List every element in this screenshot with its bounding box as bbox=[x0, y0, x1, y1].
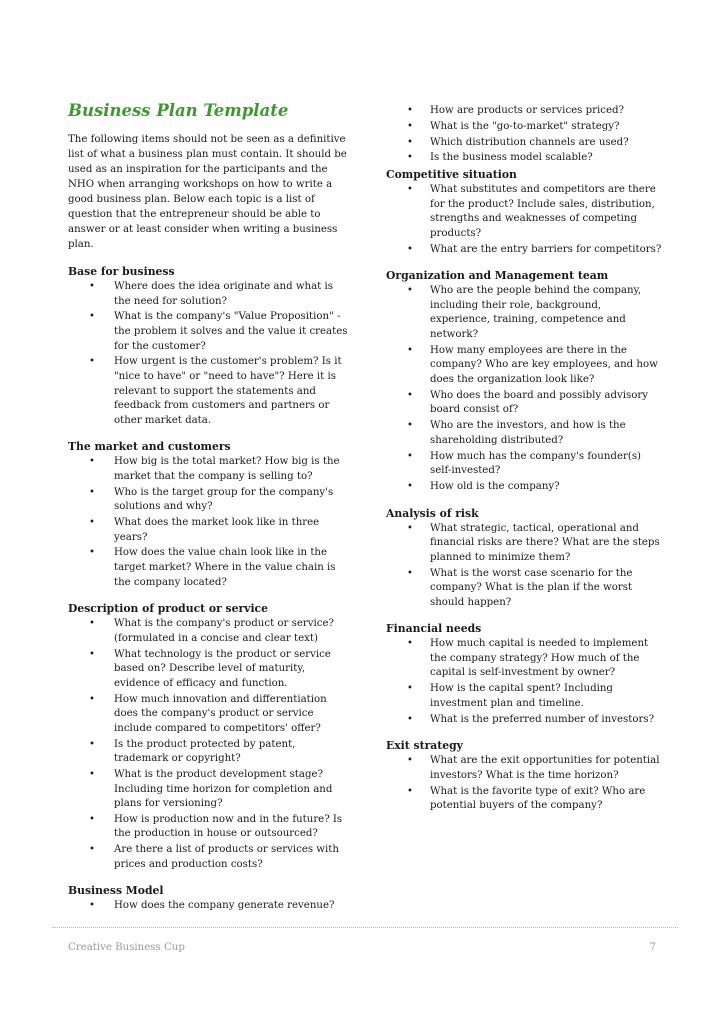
bullet-icon: • bbox=[89, 456, 95, 468]
list-item-text: Who are the people behind the company, including their role, background, experience, training, competence and network? bbox=[430, 285, 642, 341]
bullet-icon: • bbox=[89, 648, 95, 660]
bullet-icon: • bbox=[89, 844, 95, 856]
list-item bbox=[386, 243, 664, 258]
list-item-text: How old is the company? bbox=[430, 480, 560, 492]
intro-paragraph: The following items should not be seen as a definitive list of what a business plan must contain. It should be used as an inspiration for the participants and the NHO when arranging workshops on how to write a good business plan. Below each topic is a list of question that the entrepreneur should be able to answer or at least consider when writing a business plan. bbox=[68, 134, 347, 250]
list-item bbox=[386, 713, 664, 728]
list-item bbox=[68, 617, 348, 646]
list-item bbox=[386, 183, 664, 241]
list-item-text: Is the business model scalable? bbox=[430, 152, 593, 164]
section bbox=[68, 601, 348, 872]
list-item bbox=[68, 648, 348, 692]
list-item-text: How urgent is the customer's problem? Is it "nice to have" or "need to have"? Here it is relevant to support the statements and feedback from customers and partners or other market data. bbox=[114, 356, 342, 426]
list-item bbox=[68, 546, 348, 590]
bullet-icon: • bbox=[89, 547, 95, 559]
section-list bbox=[68, 455, 348, 590]
list-item-text: What does the market look like in three years? bbox=[114, 517, 320, 543]
list-item bbox=[386, 120, 664, 135]
bullet-icon: • bbox=[407, 285, 413, 297]
section bbox=[386, 738, 664, 814]
bullet-icon: • bbox=[407, 243, 413, 255]
bullet-icon: • bbox=[407, 480, 413, 492]
list-item-text: How big is the total market? How big is the market that the company is selling to? bbox=[114, 456, 340, 482]
section-list bbox=[68, 617, 348, 872]
footer-title: Creative Business Cup bbox=[68, 942, 185, 953]
list-item bbox=[386, 754, 664, 783]
list-item bbox=[68, 516, 348, 545]
section bbox=[386, 268, 664, 494]
list-item-text: How is the capital spent? Including investment plan and timeline. bbox=[430, 683, 613, 709]
bullet-icon: • bbox=[89, 356, 95, 368]
bullet-icon: • bbox=[407, 136, 413, 148]
bullet-icon: • bbox=[89, 486, 95, 498]
list-item bbox=[68, 455, 348, 484]
list-item-text: What is the preferred number of investors? bbox=[430, 713, 655, 725]
bullet-icon: • bbox=[407, 389, 413, 401]
bullet-icon: • bbox=[407, 755, 413, 767]
bullet-icon: • bbox=[89, 738, 95, 750]
page-number: 7 bbox=[649, 942, 656, 953]
list-item bbox=[68, 899, 348, 914]
bullet-icon: • bbox=[89, 813, 95, 825]
list-item-text: What is the company's product or service? (formulated in a concise and clear text) bbox=[114, 618, 334, 644]
business-model-continued-list bbox=[386, 104, 664, 166]
page-title: Business Plan Template bbox=[68, 101, 289, 120]
list-item-text: How does the company generate revenue? bbox=[114, 900, 335, 912]
bullet-icon: • bbox=[407, 638, 413, 650]
section-list bbox=[386, 183, 664, 257]
list-item-text: How much innovation and differentiation does the company's product or service include compared to competitors' offer? bbox=[114, 693, 327, 734]
section-list bbox=[386, 637, 664, 727]
list-item-text: What technology is the product or service based on? Describe level of maturity, evidence of efficacy and function. bbox=[114, 648, 331, 689]
list-item bbox=[386, 567, 664, 611]
section-heading: Exit strategy bbox=[386, 739, 463, 753]
list-item bbox=[68, 280, 348, 309]
list-item-text: How much capital is needed to implement the company strategy? How much of the capital is self-investment by owner? bbox=[430, 638, 649, 679]
list-item bbox=[68, 843, 348, 872]
list-item-text: How many employees are there in the company? Who are key employees, and how does the organization look like? bbox=[430, 344, 658, 386]
list-item-text: How are products or services priced? bbox=[430, 105, 625, 116]
section bbox=[386, 167, 664, 257]
right-sections bbox=[386, 167, 664, 814]
bullet-icon: • bbox=[407, 785, 413, 797]
bullet-icon: • bbox=[407, 683, 413, 695]
list-item bbox=[386, 104, 664, 119]
list-item bbox=[386, 284, 664, 342]
footer-divider bbox=[52, 927, 678, 928]
list-item-text: Who are the investors, and how is the shareholding distributed? bbox=[430, 420, 626, 446]
left-column bbox=[68, 100, 348, 925]
section-heading: Organization and Management team bbox=[386, 269, 609, 283]
bullet-icon: • bbox=[89, 517, 95, 529]
list-item-text: How does the value chain look like in the target market? Where in the value chain is the company located? bbox=[114, 547, 336, 588]
bullet-icon: • bbox=[407, 344, 413, 356]
list-item bbox=[386, 682, 664, 711]
bullet-icon: • bbox=[407, 152, 413, 164]
list-item bbox=[386, 785, 664, 814]
list-item-text: What is the "go-to-market" strategy? bbox=[430, 120, 620, 132]
section-list bbox=[68, 280, 348, 428]
section-heading: Description of product or service bbox=[68, 602, 268, 616]
section-list bbox=[68, 899, 348, 914]
list-item-text: Where does the idea originate and what is the need for solution? bbox=[114, 281, 333, 307]
list-item bbox=[68, 355, 348, 428]
list-item-text: What strategic, tactical, operational and financial risks are there? What are the steps planned to minimize them? bbox=[430, 522, 660, 563]
section-heading: Analysis of risk bbox=[386, 506, 479, 520]
list-item-text: Is the product protected by patent, trademark or copyright? bbox=[114, 738, 296, 765]
list-item-text: Are there a list of products or services with prices and production costs? bbox=[114, 844, 339, 870]
list-item bbox=[386, 151, 664, 166]
section-list bbox=[386, 284, 664, 494]
list-item bbox=[68, 813, 348, 842]
section-heading: Base for business bbox=[68, 265, 175, 278]
list-item bbox=[68, 693, 348, 737]
section-heading: Business Model bbox=[68, 884, 164, 898]
list-item-text: Which distribution channels are used? bbox=[430, 136, 629, 148]
list-item-text: What is the company's "Value Proposition" - the problem it solves and the value it creates for the customer? bbox=[114, 311, 348, 352]
bullet-icon: • bbox=[89, 768, 95, 780]
list-item-text: What substitutes and competitors are there for the product? Include sales, distribution, strengths and weaknesses of competing products? bbox=[430, 184, 656, 239]
list-item bbox=[386, 136, 664, 151]
list-item-text: What is the worst case scenario for the company? What is the plan if the worst should happen? bbox=[430, 567, 633, 608]
section bbox=[68, 264, 348, 428]
list-item bbox=[68, 738, 348, 767]
list-item bbox=[386, 389, 664, 418]
bullet-icon: • bbox=[407, 522, 413, 534]
bullet-icon: • bbox=[407, 567, 413, 579]
list-item-text: What is the product development stage? Including time horizon for completion and plans for versioning? bbox=[114, 768, 333, 810]
section-heading: Financial needs bbox=[386, 622, 482, 636]
list-item bbox=[68, 310, 348, 354]
list-item bbox=[68, 486, 348, 515]
section-heading: Competitive situation bbox=[386, 168, 517, 182]
list-item bbox=[68, 768, 348, 812]
section bbox=[386, 506, 664, 611]
right-column bbox=[386, 104, 664, 825]
list-item-text: What is the favorite type of exit? Who are potential buyers of the company? bbox=[430, 785, 646, 812]
bullet-icon: • bbox=[407, 713, 413, 725]
bullet-icon: • bbox=[407, 120, 413, 132]
list-item-text: What are the entry barriers for competitors? bbox=[430, 243, 662, 255]
list-item-text: How is production now and in the future? Is the production in house or outsourced? bbox=[114, 813, 343, 840]
list-item bbox=[386, 344, 664, 388]
bullet-icon: • bbox=[89, 900, 95, 912]
list-item bbox=[386, 480, 664, 495]
bullet-icon: • bbox=[89, 281, 95, 292]
list-item-text: Who does the board and possibly advisory board consist of? bbox=[430, 389, 648, 416]
list-item-text: What are the exit opportunities for potential investors? What is the time horizon? bbox=[430, 755, 660, 781]
left-sections bbox=[68, 264, 348, 914]
section-list bbox=[386, 522, 664, 611]
section bbox=[386, 621, 664, 727]
bullet-icon: • bbox=[407, 105, 413, 116]
section-list bbox=[386, 754, 664, 814]
section bbox=[68, 439, 348, 590]
list-item-text: Who is the target group for the company's solutions and why? bbox=[114, 486, 334, 513]
list-item bbox=[386, 522, 664, 566]
bullet-icon: • bbox=[407, 450, 413, 462]
list-item bbox=[386, 450, 664, 479]
bullet-icon: • bbox=[407, 420, 413, 432]
list-item bbox=[386, 419, 664, 448]
bullet-icon: • bbox=[89, 311, 95, 323]
list-item-text: How much has the company's founder(s) self-invested? bbox=[430, 450, 642, 477]
bullet-icon: • bbox=[89, 693, 95, 705]
list-item bbox=[386, 637, 664, 681]
bullet-icon: • bbox=[407, 184, 413, 196]
section-heading: The market and customers bbox=[68, 440, 231, 454]
section bbox=[68, 883, 348, 914]
bullet-icon: • bbox=[89, 618, 95, 630]
